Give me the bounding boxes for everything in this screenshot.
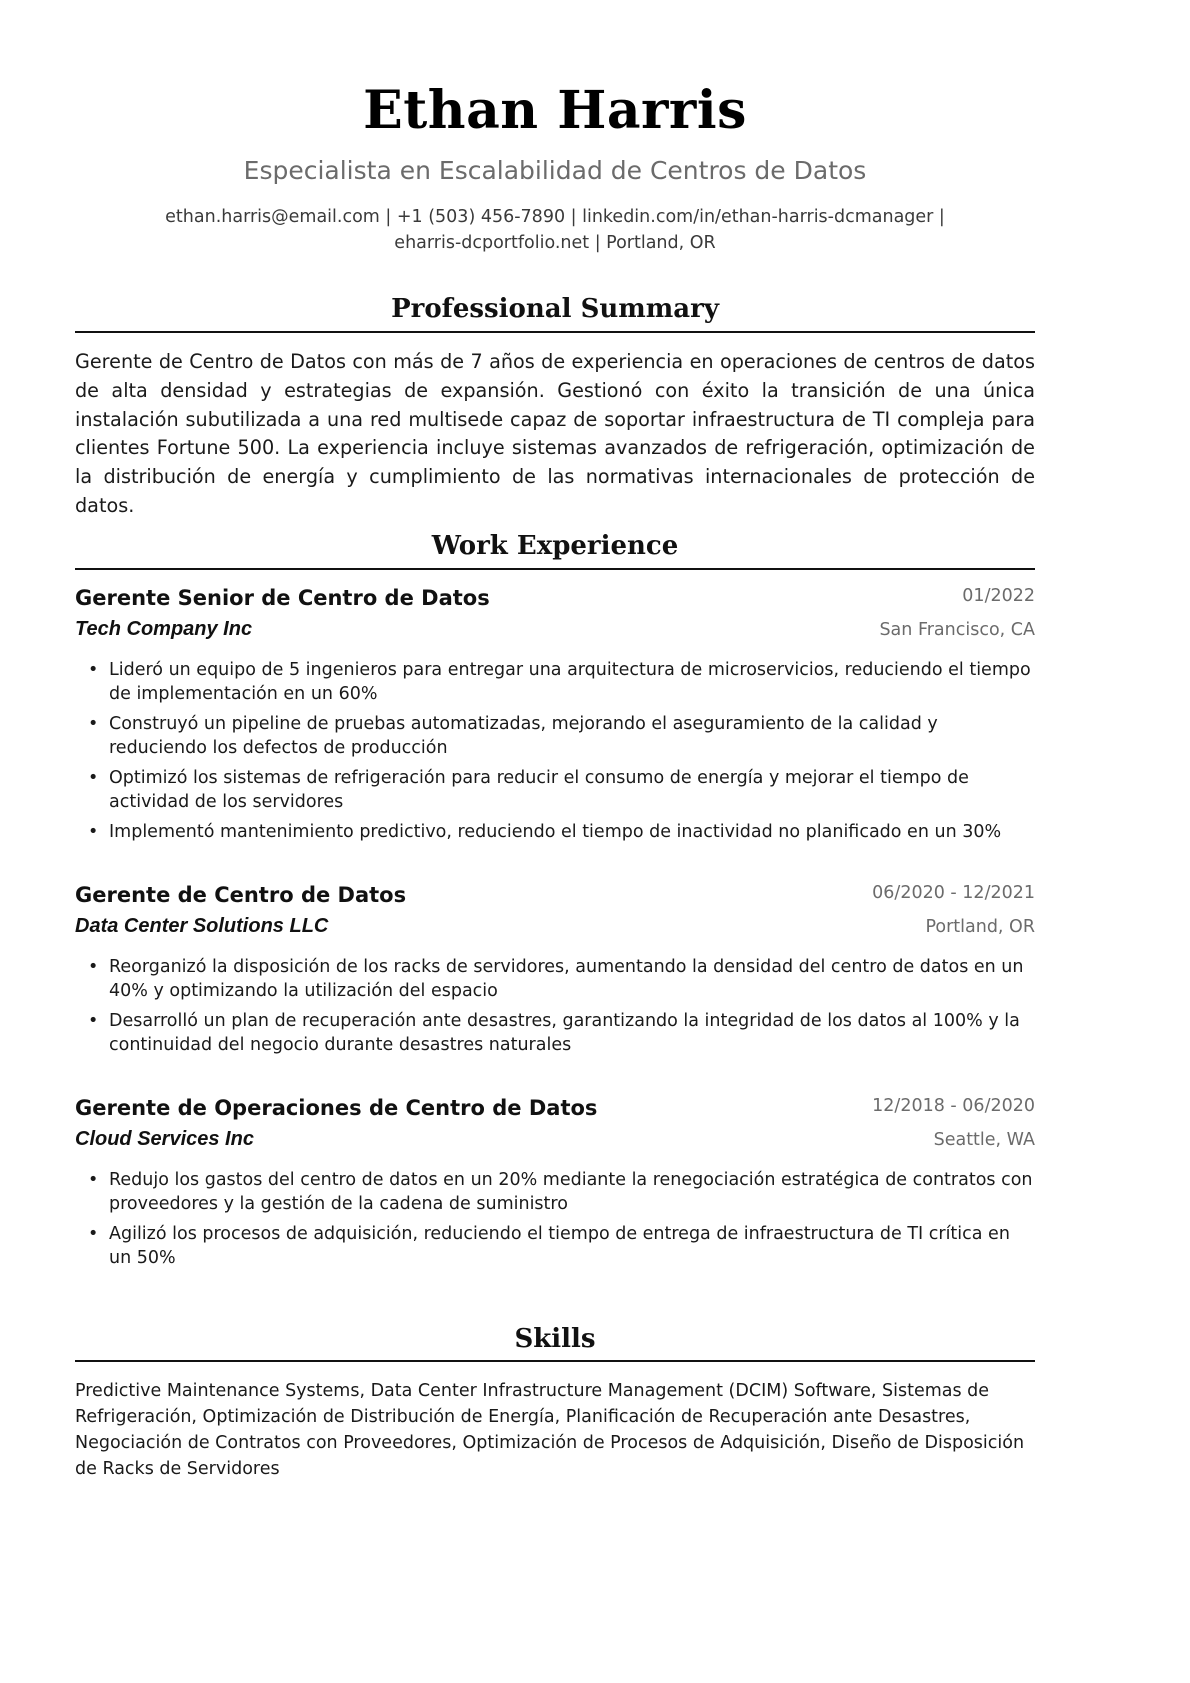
bullet-item: • Agilizó los procesos de adquisición, reduciendo el tiempo de entrega de infraestructura de TI crítica en un 50% bbox=[75, 1222, 1035, 1270]
job-company: Data Center Solutions LLC bbox=[75, 915, 329, 937]
bullet-item: • Redujo los gastos del centro de datos en un 20% mediante la renegociación estratégica de contratos con proveedores y la gestión de la cadena de suministro bbox=[75, 1168, 1035, 1216]
skills-text: Predictive Maintenance Systems, Data Center Infrastructure Management (DCIM) Software, Sistemas de Refrigeración, Optimización de Distribución de Energía, Planificación de Recuperación ante Desastres, Negociación de Contratos con Proveedores, Optimización de Procesos de Adquisición, Diseño de Disposición de Racks de Servidores bbox=[75, 1381, 1025, 1479]
job-company: Tech Company Inc bbox=[75, 618, 253, 640]
bullet-item: • Construyó un pipeline de pruebas automatizadas, mejorando el aseguramiento de la calidad y reduciendo los defectos de producción bbox=[75, 712, 1035, 760]
job-company: Cloud Services Inc bbox=[75, 1128, 254, 1150]
contact-line: eharris-dcportfolio.net | Portland, OR bbox=[394, 233, 716, 253]
candidate-name: Ethan Harris bbox=[363, 80, 747, 141]
job-bullets bbox=[75, 955, 1035, 1063]
candidate-title: Especialista en Escalabilidad de Centros de Datos bbox=[243, 156, 867, 185]
job-title: Gerente de Operaciones de Centro de Datos bbox=[75, 1096, 598, 1120]
job-title: Gerente Senior de Centro de Datos bbox=[75, 586, 490, 610]
section-divider bbox=[75, 568, 1035, 570]
bullet-item: • Implementó mantenimiento predictivo, reduciendo el tiempo de inactividad no planificado en un 30% bbox=[75, 820, 1035, 844]
contact-info bbox=[75, 204, 1035, 256]
job-title: Gerente de Centro de Datos bbox=[75, 883, 407, 907]
bullet-item: • Lideró un equipo de 5 ingenieros para entregar una arquitectura de microservicios, reduciendo el tiempo de implementación en un 60% bbox=[75, 658, 1035, 706]
job-bullets bbox=[75, 658, 1035, 850]
bullet-item: • Optimizó los sistemas de refrigeración para reducir el consumo de energía y mejorar el tiempo de actividad de los servidores bbox=[75, 766, 1035, 814]
job-bullets bbox=[75, 1168, 1035, 1276]
experience-heading: Work Experience bbox=[431, 531, 679, 561]
bullet-item: • Desarrolló un plan de recuperación ante desastres, garantizando la integridad de los datos al 100% y la continuidad del negocio durante desastres naturales bbox=[75, 1009, 1035, 1057]
job-date: 06/2020 - 12/2021 bbox=[872, 883, 1035, 903]
bullet-item: • Reorganizó la disposición de los racks de servidores, aumentando la densidad del centro de datos en un 40% y optimizando la utilización del espacio bbox=[75, 955, 1035, 1003]
skills-heading: Skills bbox=[514, 1324, 596, 1354]
job-date: 01/2022 bbox=[962, 586, 1035, 606]
job-location: Seattle, WA bbox=[933, 1130, 1035, 1150]
section-divider bbox=[75, 1360, 1035, 1362]
contact-line: ethan.harris@email.com | +1 (503) 456-7890 | linkedin.com/in/ethan-harris-dcmanager | bbox=[165, 207, 945, 227]
summary-heading: Professional Summary bbox=[391, 294, 719, 324]
job-location: Portland, OR bbox=[925, 917, 1035, 937]
section-divider bbox=[75, 331, 1035, 333]
job-date: 12/2018 - 06/2020 bbox=[872, 1096, 1035, 1116]
job-location: San Francisco, CA bbox=[879, 620, 1035, 640]
summary-text: Gerente de Centro de Datos con más de 7 años de experiencia en operaciones de centros de datos de alta densidad y estrategias de expansión. Gestionó con éxito la transición de una única instalación subutilizada a una red multisede capaz de soportar infraestructura de TI compleja para clientes Fortune 500. La experiencia incluye sistemas avanzados de refrigeración, optimización de la distribución de energía y cumplimiento de las normativas internacionales de protección de datos. bbox=[75, 350, 1035, 517]
